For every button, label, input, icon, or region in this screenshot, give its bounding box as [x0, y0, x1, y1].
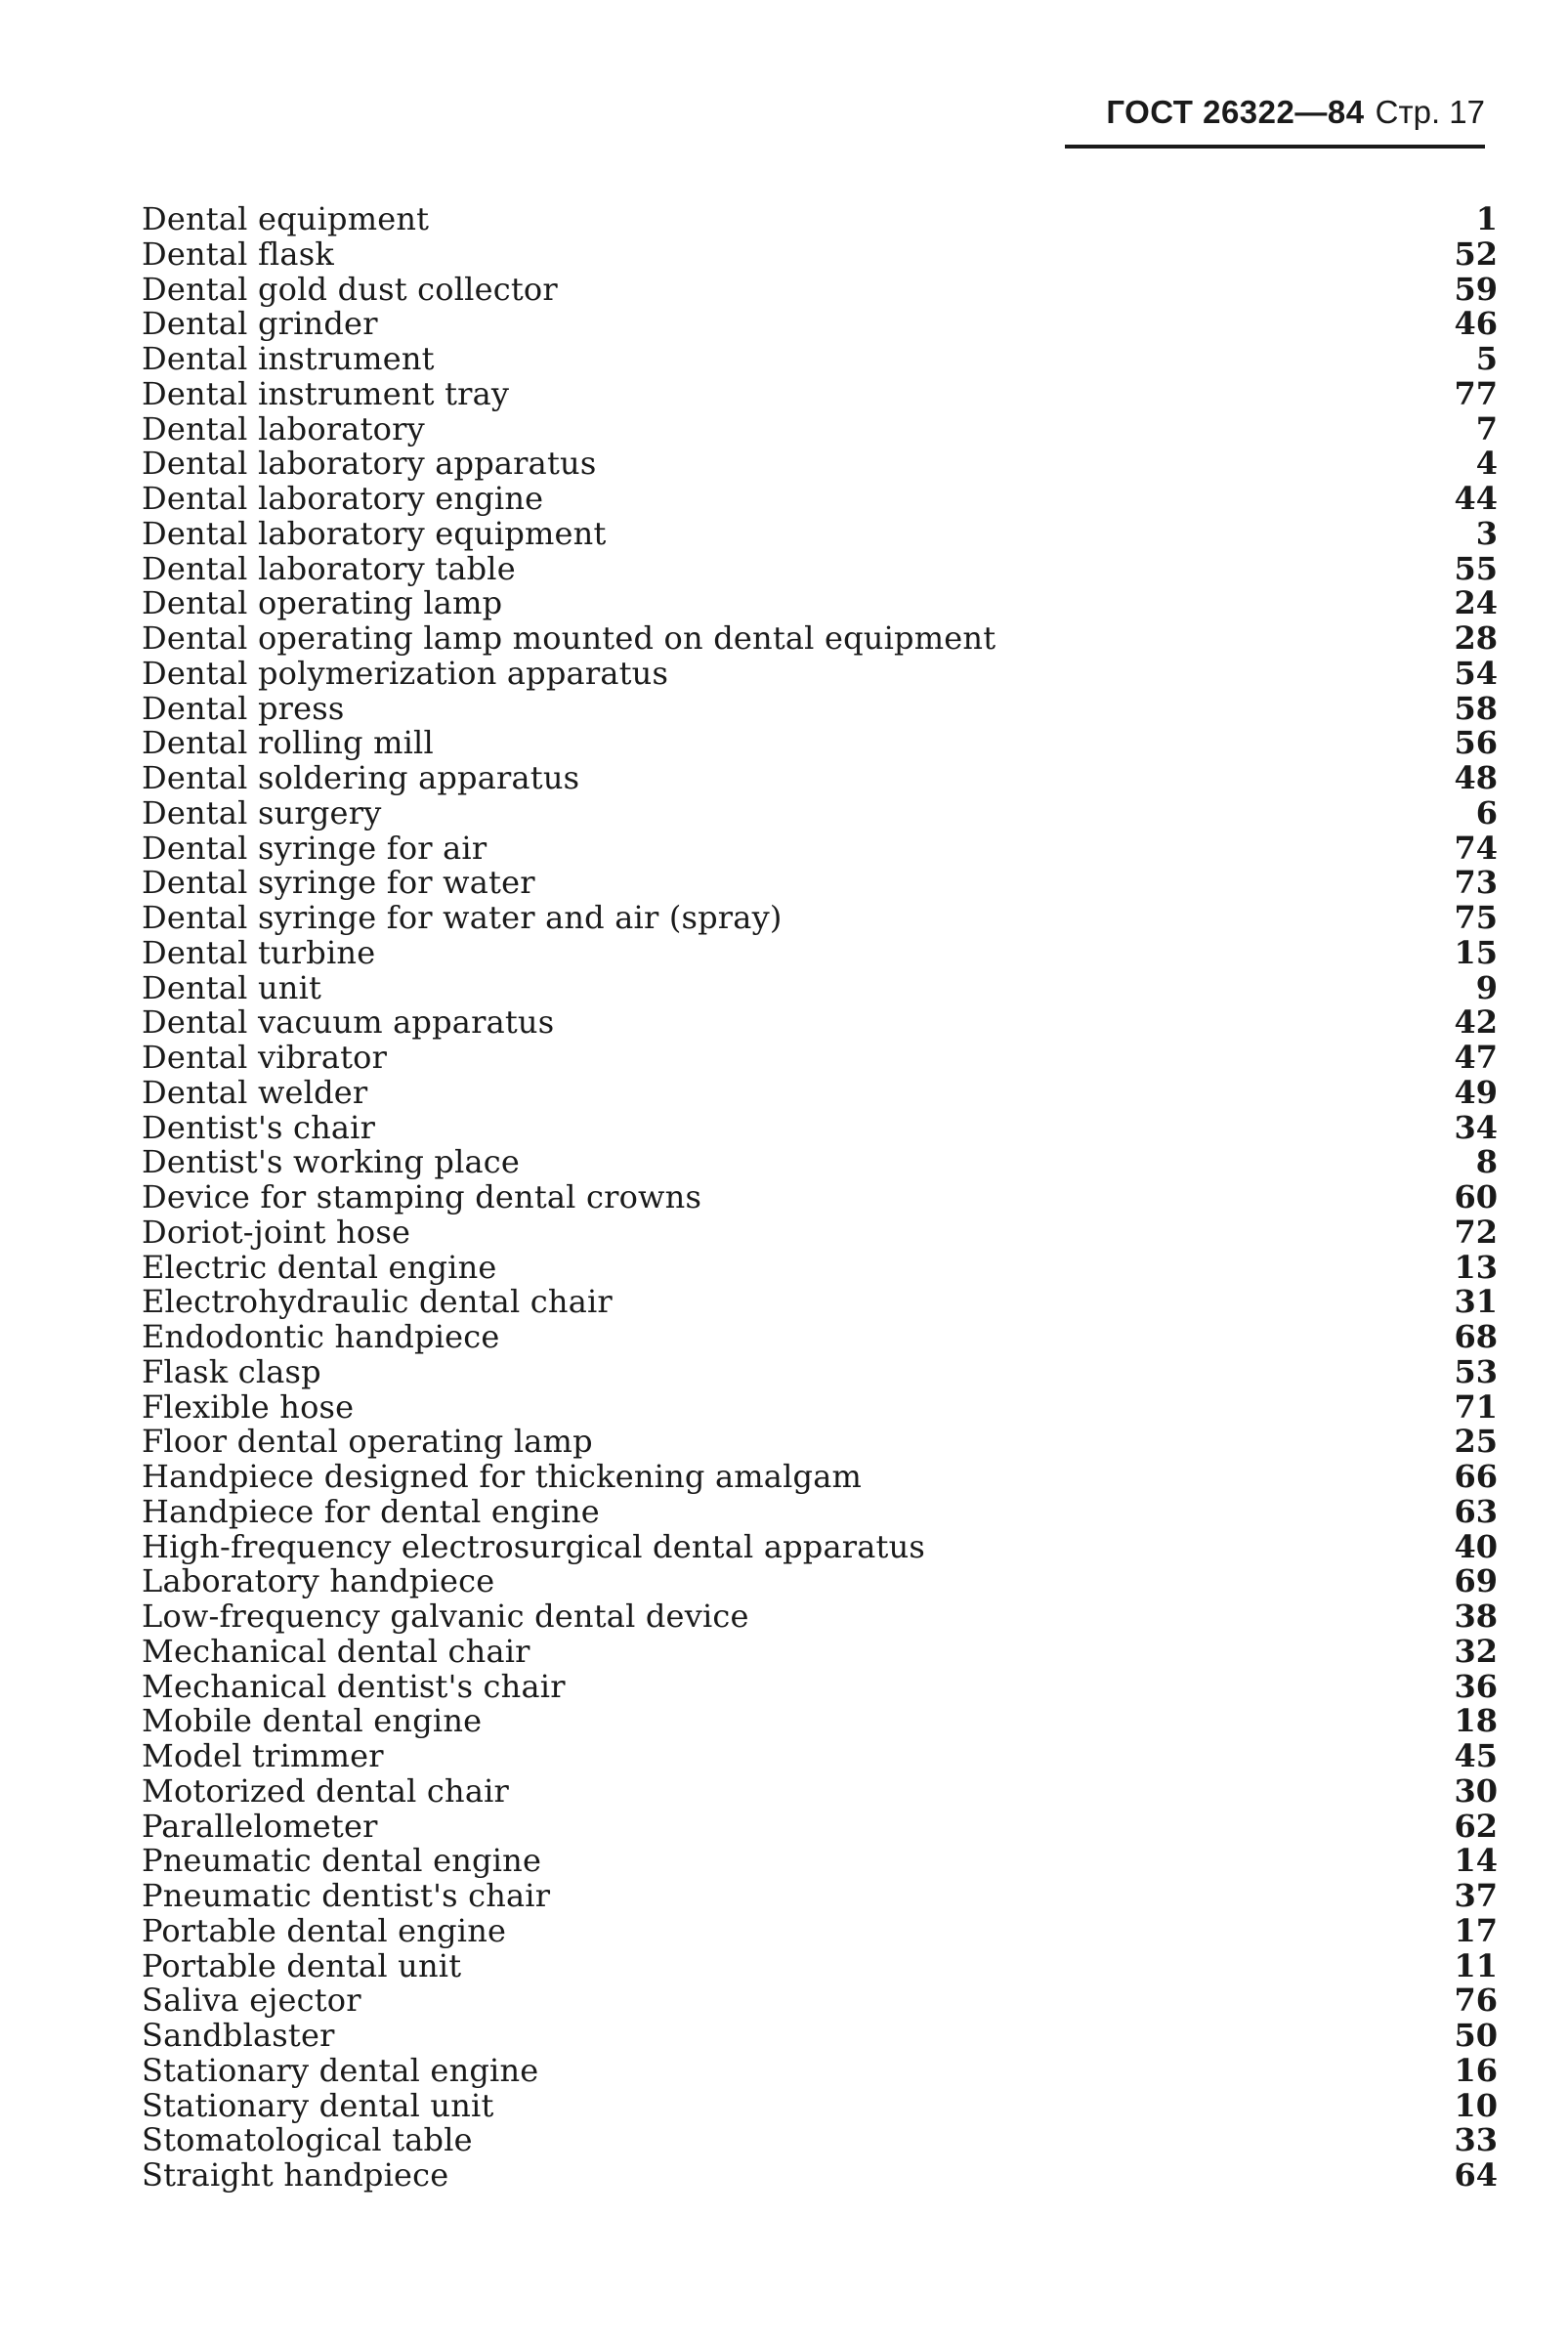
index-term: Dentist's working place	[142, 1143, 521, 1181]
index-number: 13	[1454, 1248, 1498, 1286]
index-number: 53	[1454, 1352, 1498, 1390]
index-number: 54	[1454, 654, 1498, 692]
index-term: Portable dental unit	[142, 1946, 462, 1984]
header-divider	[1065, 145, 1485, 149]
index-number: 10	[1454, 2086, 1498, 2124]
index-entry	[142, 901, 1498, 936]
index-term: Dental soldering apparatus	[142, 759, 580, 796]
index-entry	[142, 586, 1498, 621]
index-number: 75	[1454, 899, 1498, 936]
index-entry	[142, 1352, 1498, 1390]
index-term: Dental syringe for water and air (spray)	[142, 899, 783, 936]
index-entry	[142, 409, 1498, 447]
index-number: 55	[1454, 549, 1498, 587]
index-number: 3	[1475, 514, 1498, 552]
index-term: Dental instrument tray	[142, 374, 510, 412]
index-entry	[142, 1492, 1498, 1530]
index-number: 44	[1454, 480, 1498, 517]
index-number: 38	[1454, 1598, 1498, 1635]
index-term: Dental laboratory engine	[142, 480, 544, 517]
index-entry	[142, 621, 1498, 657]
index-number: 28	[1454, 619, 1498, 657]
index-term: Device for stamping dental crowns	[142, 1178, 702, 1215]
index-number: 9	[1475, 968, 1498, 1006]
index-number: 50	[1454, 2017, 1498, 2054]
index-term: Dental turbine	[142, 933, 376, 971]
index-entry	[142, 1108, 1498, 1146]
index-entry	[142, 1739, 1498, 1774]
index-term: Parallelometer	[142, 1807, 378, 1845]
index-entry	[142, 1946, 1498, 1984]
index-term: Mobile dental engine	[142, 1702, 483, 1740]
index-term: Dental laboratory table	[142, 549, 516, 587]
index-entry	[142, 447, 1498, 482]
index-number: 77	[1454, 374, 1498, 412]
index-term: Dental rolling mill	[142, 724, 434, 762]
index-term: High-frequency electrosurgical dental apparatus	[142, 1527, 926, 1565]
index-number: 45	[1454, 1737, 1498, 1774]
index-number: 68	[1454, 1318, 1498, 1355]
index-number: 4	[1475, 445, 1498, 483]
index-entry	[142, 1041, 1498, 1076]
index-number: 33	[1454, 2121, 1498, 2159]
index-term: Saliva ejector	[142, 1982, 361, 2020]
index-entry	[142, 689, 1498, 727]
index-term: Dental syringe for water	[142, 864, 535, 902]
index-entry	[142, 1073, 1498, 1111]
index-term: Straight handpiece	[142, 2156, 449, 2194]
index-entry	[142, 968, 1498, 1006]
index-number: 76	[1454, 1982, 1498, 2020]
index-number: 46	[1454, 305, 1498, 343]
index-number: 6	[1475, 793, 1498, 831]
index-entry	[142, 482, 1498, 517]
index-number: 40	[1454, 1527, 1498, 1565]
index-entry	[142, 1248, 1498, 1286]
index-entry	[142, 202, 1498, 237]
index-entry	[142, 1527, 1498, 1565]
index-term: Dental press	[142, 689, 345, 727]
index-entry	[142, 866, 1498, 901]
index-entry	[142, 1425, 1498, 1460]
index-entry	[142, 2158, 1498, 2194]
index-term: Dental instrument	[142, 340, 435, 377]
index-term: Dental flask	[142, 234, 334, 273]
index-number: 52	[1454, 234, 1498, 273]
index-entry	[142, 2086, 1498, 2124]
index-number: 24	[1454, 584, 1498, 622]
index-entry	[142, 549, 1498, 587]
index-entry	[142, 2019, 1498, 2054]
index-entry	[142, 1879, 1498, 1914]
index-entry	[142, 374, 1498, 412]
index-number: 14	[1454, 1842, 1498, 1880]
index-term: Dental welder	[142, 1073, 368, 1111]
index-term: Electrohydraulic dental chair	[142, 1283, 613, 1321]
index-term: Mechanical dental chair	[142, 1632, 530, 1670]
term-index	[142, 202, 1498, 2194]
index-term: Electric dental engine	[142, 1248, 497, 1286]
index-entry	[142, 1320, 1498, 1355]
index-term: Sandblaster	[142, 2017, 335, 2054]
index-entry	[142, 1983, 1498, 2019]
index-number: 71	[1454, 1387, 1498, 1426]
index-number: 15	[1454, 933, 1498, 971]
index-entry	[142, 342, 1498, 377]
index-entry	[142, 1807, 1498, 1845]
index-number: 34	[1454, 1108, 1498, 1146]
index-entry	[142, 1285, 1498, 1320]
index-number: 62	[1454, 1807, 1498, 1845]
index-number: 25	[1454, 1423, 1498, 1461]
index-number: 30	[1454, 1771, 1498, 1810]
index-term: Floor dental operating lamp	[142, 1423, 593, 1461]
index-number: 16	[1454, 2051, 1498, 2089]
index-number: 8	[1475, 1143, 1498, 1181]
index-term: Low-frequency galvanic dental device	[142, 1598, 749, 1635]
index-number: 63	[1454, 1492, 1498, 1530]
index-term: Handpiece designed for thickening amalgam	[142, 1458, 863, 1495]
index-term: Endodontic handpiece	[142, 1318, 500, 1355]
index-number: 18	[1454, 1702, 1498, 1740]
index-entry	[142, 1145, 1498, 1180]
index-entry	[142, 1771, 1498, 1810]
index-term: Mechanical dentist's chair	[142, 1667, 566, 1705]
index-term: Handpiece for dental engine	[142, 1492, 600, 1530]
index-term: Dental laboratory equipment	[142, 514, 607, 552]
index-term: Laboratory handpiece	[142, 1562, 495, 1600]
index-entry	[142, 1599, 1498, 1635]
index-entry	[142, 726, 1498, 761]
index-entry	[142, 514, 1498, 552]
index-entry	[142, 2051, 1498, 2089]
index-entry	[142, 270, 1498, 308]
index-entry	[142, 1844, 1498, 1879]
index-entry	[142, 1632, 1498, 1670]
index-entry	[142, 793, 1498, 831]
index-term: Doriot-joint hose	[142, 1213, 411, 1251]
index-entry	[142, 1180, 1498, 1215]
index-term: Flexible hose	[142, 1387, 355, 1426]
page-number: Стр. 17	[1375, 94, 1485, 130]
index-number: 32	[1454, 1632, 1498, 1670]
index-term: Dental laboratory apparatus	[142, 445, 597, 483]
index-term: Dental polymerization apparatus	[142, 654, 669, 692]
index-entry	[142, 1005, 1498, 1041]
index-number: 48	[1454, 759, 1498, 796]
index-entry	[142, 234, 1498, 273]
index-term: Dental syringe for air	[142, 829, 487, 867]
index-number: 64	[1454, 2156, 1498, 2194]
index-number: 17	[1454, 1911, 1498, 1949]
index-number: 1	[1475, 200, 1498, 237]
index-number: 69	[1454, 1562, 1498, 1600]
index-entry	[142, 933, 1498, 971]
index-number: 37	[1454, 1877, 1498, 1914]
index-entry	[142, 831, 1498, 867]
index-number: 74	[1454, 829, 1498, 867]
index-entry	[142, 654, 1498, 692]
index-term: Pneumatic dental engine	[142, 1842, 542, 1880]
index-entry	[142, 1911, 1498, 1949]
index-term: Stationary dental engine	[142, 2051, 539, 2089]
index-entry	[142, 1704, 1498, 1739]
index-term: Stomatological table	[142, 2121, 473, 2159]
index-entry	[142, 1387, 1498, 1426]
index-term: Flask clasp	[142, 1352, 321, 1390]
index-entry	[142, 1564, 1498, 1599]
index-entry	[142, 1460, 1498, 1495]
index-number: 73	[1454, 864, 1498, 902]
index-term: Stationary dental unit	[142, 2086, 494, 2124]
index-term: Motorized dental chair	[142, 1771, 510, 1810]
index-entry	[142, 1215, 1498, 1251]
index-entry	[142, 761, 1498, 796]
index-entry	[142, 1667, 1498, 1705]
index-number: 5	[1475, 340, 1498, 377]
index-number: 60	[1454, 1178, 1498, 1215]
index-number: 56	[1454, 724, 1498, 762]
index-number: 72	[1454, 1213, 1498, 1251]
index-number: 49	[1454, 1073, 1498, 1111]
index-number: 66	[1454, 1458, 1498, 1495]
index-term: Dental operating lamp	[142, 584, 503, 622]
index-term: Pneumatic dentist's chair	[142, 1877, 551, 1914]
index-term: Dental equipment	[142, 200, 430, 237]
index-number: 11	[1454, 1946, 1498, 1984]
index-number: 7	[1475, 409, 1498, 447]
index-term: Dental laboratory	[142, 409, 425, 447]
index-term: Model trimmer	[142, 1737, 384, 1774]
index-term: Dental unit	[142, 968, 322, 1006]
index-term: Dental vacuum apparatus	[142, 1003, 555, 1042]
index-term: Dental surgery	[142, 793, 382, 831]
index-term: Portable dental engine	[142, 1911, 507, 1949]
index-term: Dental gold dust collector	[142, 270, 558, 308]
index-term: Dental grinder	[142, 305, 378, 343]
index-number: 47	[1454, 1039, 1498, 1076]
index-number: 59	[1454, 270, 1498, 308]
index-number: 58	[1454, 689, 1498, 727]
index-number: 42	[1454, 1003, 1498, 1042]
page-header	[1065, 94, 1485, 131]
index-term: Dentist's chair	[142, 1108, 376, 1146]
index-term: Dental operating lamp mounted on dental equipment	[142, 619, 996, 657]
index-entry	[142, 307, 1498, 342]
index-term: Dental vibrator	[142, 1039, 388, 1076]
index-entry	[142, 2123, 1498, 2158]
index-number: 31	[1454, 1283, 1498, 1321]
index-number: 36	[1454, 1667, 1498, 1705]
standard-number: ГОСТ 26322—84	[1106, 94, 1365, 130]
